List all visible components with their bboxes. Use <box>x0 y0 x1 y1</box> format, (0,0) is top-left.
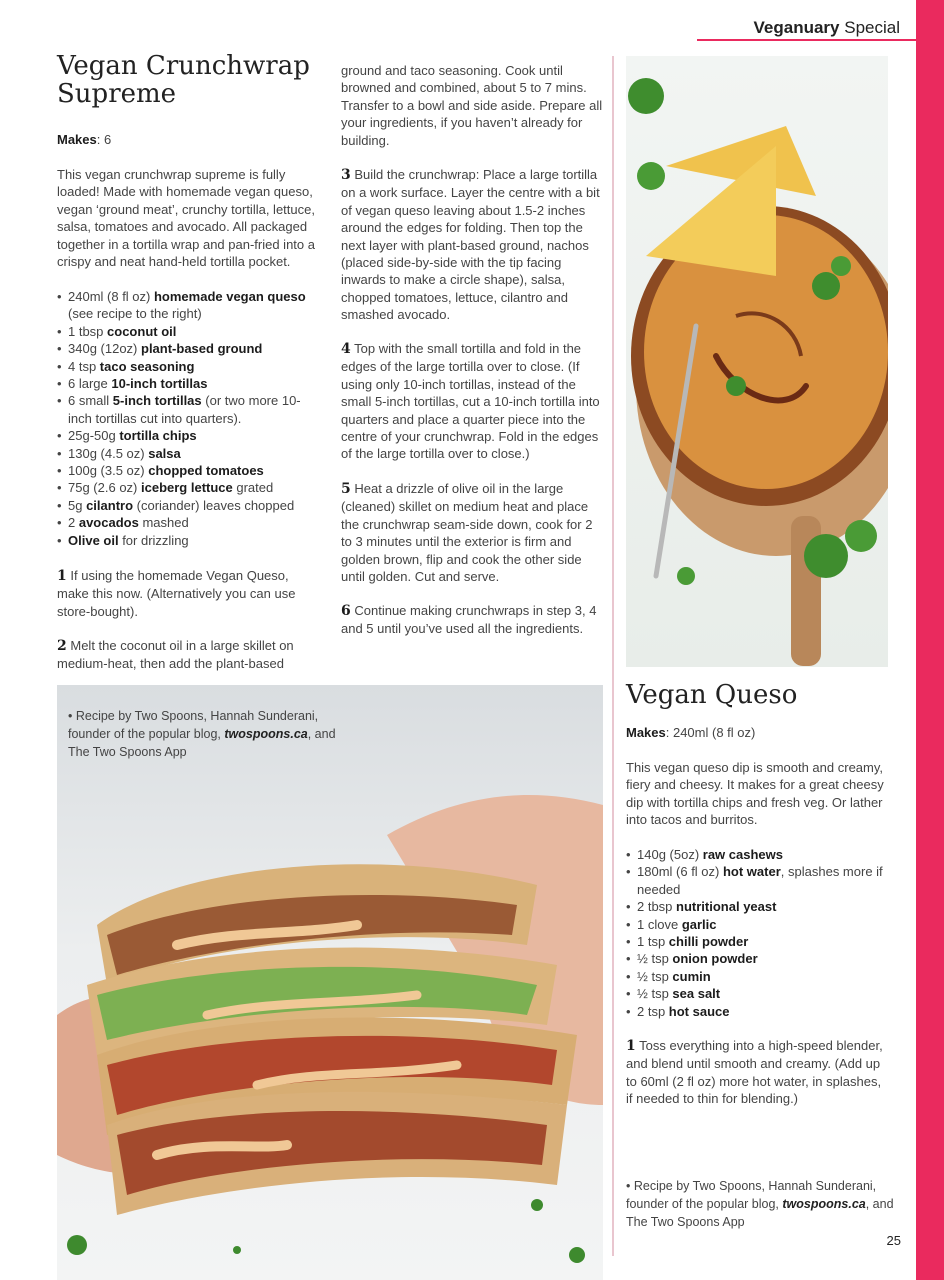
ingredient-item: • 2 tbsp nutritional yeast <box>626 898 891 915</box>
ingredient-item: • 4 tsp taco seasoning <box>57 358 319 375</box>
crunchwrap-step-2: 2 Melt the coconut oil in a large skillet on medium-heat, then add the plant-based <box>57 638 294 672</box>
queso-photo <box>626 56 888 667</box>
page-number: 25 <box>886 1233 901 1248</box>
ingredient-item: • 5g cilantro (coriander) leaves chopped <box>57 497 319 514</box>
crunchwrap-ingredients <box>57 288 319 549</box>
header-rule <box>697 39 916 41</box>
accent-side-bar <box>916 0 944 1280</box>
crunchwrap-step-5: 5 Heat a drizzle of olive oil in the large (cleaned) skillet on medium heat and place the crunchwrap seam-side down, cook for 2 to 3 minutes until the exterior is firm and golden brown, flip and cook the other side until golden. Cut and serve. <box>341 481 593 585</box>
crunchwrap-makes: Makes: 6 <box>57 132 112 147</box>
ingredient-item: • 75g (2.6 oz) iceberg lettuce grated <box>57 479 319 496</box>
queso-illustration <box>626 56 888 667</box>
ingredient-item: • 2 avocados mashed <box>57 514 319 531</box>
crunchwrap-step-3: 3 Build the crunchwrap: Place a large tortilla on a work surface. Layer the centre with a bit of vegan queso leaving about 1.5-2 inches around the edges for folding. Then top the next layer with plant-based ground, nachos (placed side-by-side with the tip facing inwards to make a circle shape), salsa, chopped tomatoes, lettuce, cilantro and smashed avocado. <box>341 167 600 323</box>
crunchwrap-step-1: 1 If using the homemade Vegan Queso, make this now. (Alternatively you can use store-bought). <box>57 568 296 619</box>
ingredient-item: • ½ tsp onion powder <box>626 950 891 967</box>
crunchwrap-credit: • Recipe by Two Spoons, Hannah Sunderani, founder of the popular blog, twospoons.ca, and The Two Spoons App <box>68 709 336 759</box>
ingredient-item: • 1 clove garlic <box>626 916 891 933</box>
ingredient-item: • 6 large 10-inch tortillas <box>57 375 319 392</box>
ingredient-item: • 340g (12oz) plant-based ground <box>57 340 319 357</box>
header-brand: Veganuary <box>753 18 840 37</box>
ingredient-item: • 180ml (6 fl oz) hot water, splashes more if needed <box>626 863 891 898</box>
section-header <box>754 18 901 38</box>
ingredient-item: • 6 small 5-inch tortillas (or two more 10-inch tortillas cut into quarters). <box>57 392 319 427</box>
ingredient-item: • 100g (3.5 oz) chopped tomatoes <box>57 462 319 479</box>
ingredient-item: • 2 tsp hot sauce <box>626 1003 891 1020</box>
crunchwrap-step-4: 4 Top with the small tortilla and fold in the edges of the large tortilla over to close. (If using only 10-inch tortillas, instead of the small 5-inch tortillas, cut a 10-inch tortilla into quarters and place a quarter piece into the centre of your crunchwrap. Fold in the edges of the large tortilla over to close.) <box>341 341 600 462</box>
queso-makes: Makes: 240ml (8 fl oz) <box>626 725 756 740</box>
queso-step-1: 1 Toss everything into a high-speed blender, and blend until smooth and creamy. (Add up to 60ml (2 fl oz) more hot water, in splashes, if needed to thin for blending.) <box>626 1038 883 1107</box>
ingredient-item: • 25g-50g tortilla chips <box>57 427 319 444</box>
ingredient-list <box>57 288 319 549</box>
queso-credit: • Recipe by Two Spoons, Hannah Sunderani, founder of the popular blog, twospoons.ca, and The Two Spoons App <box>626 1179 894 1229</box>
column-divider <box>612 56 614 1256</box>
ingredient-item: • ½ tsp sea salt <box>626 985 891 1002</box>
ingredient-item: • 1 tsp chilli powder <box>626 933 891 950</box>
crunchwrap-photo <box>57 685 603 1280</box>
queso-ingredients <box>626 846 891 1020</box>
crunchwrap-step-6: 6 Continue making crunchwraps in step 3, 4 and 5 until you’ve used all the ingredients. <box>341 603 597 637</box>
crunchwrap-illustration <box>57 685 603 1280</box>
ingredient-list <box>626 846 891 1020</box>
ingredient-item: • ½ tsp cumin <box>626 968 891 985</box>
crunchwrap-intro: This vegan crunchwrap supreme is fully loaded! Made with homemade vegan queso, vegan ‘ground meat’, crunchy tortilla, lettuce, salsa, tomatoes and avocado. All packaged together in a tortilla wrap and pan-fried into a crispy and neat hand-held tortilla pocket. <box>57 167 315 270</box>
queso-intro: This vegan queso dip is smooth and creamy, fiery and cheesy. It makes for a great cheesy dip with tortilla chips and fresh veg. Or lather into tacos and burritos. <box>626 760 884 828</box>
ingredient-item: • Olive oil for drizzling <box>57 532 319 549</box>
crunchwrap-step-2-continued: ground and taco seasoning. Cook until browned and combined, about 5 to 7 mins. Transfer to a bowl and side aside. Prepare all your ingredients, if you haven’t already for building. <box>341 63 603 148</box>
recipe-title-crunchwrap: Vegan Crunchwrap Supreme <box>57 51 310 109</box>
ingredient-item: • 130g (4.5 oz) salsa <box>57 445 319 462</box>
ingredient-item: • 240ml (8 fl oz) homemade vegan queso (see recipe to the right) <box>57 288 319 323</box>
blog-link[interactable]: twospoons.ca <box>782 1197 866 1211</box>
recipe-title-queso: Vegan Queso <box>626 680 798 710</box>
ingredient-item: • 140g (5oz) raw cashews <box>626 846 891 863</box>
ingredient-item: • 1 tbsp coconut oil <box>57 323 319 340</box>
header-section: Special <box>844 18 900 37</box>
blog-link[interactable]: twospoons.ca <box>224 727 308 741</box>
